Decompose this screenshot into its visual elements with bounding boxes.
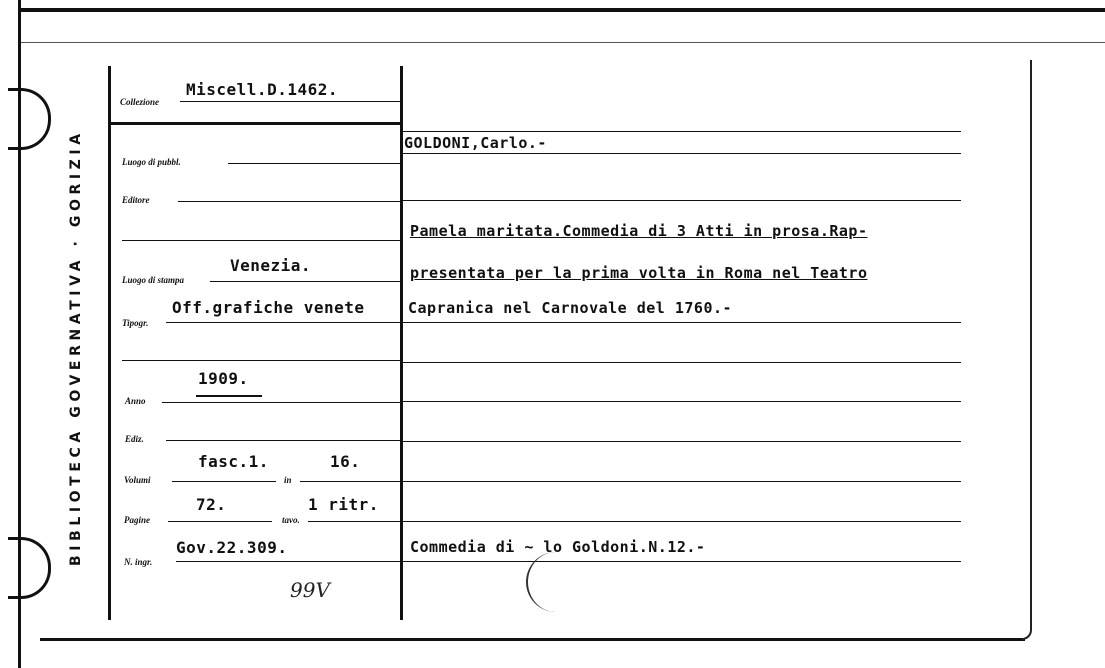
value-n-ingr: Gov.22.309. <box>176 538 288 557</box>
rule-header-divider <box>110 122 400 125</box>
punch-hole-bottom <box>8 537 51 599</box>
handwritten-shelf-note: 99V <box>290 578 330 602</box>
value-tipografo: Off.grafiche venete <box>172 298 365 317</box>
rule-editore <box>178 201 400 202</box>
label-volumi: Volumi <box>124 475 151 485</box>
rule-luogo-pubbl <box>228 163 400 164</box>
label-tipografo: Tipogr. <box>122 318 149 328</box>
rule-right-3 <box>403 322 961 323</box>
rule-edizione <box>166 440 400 441</box>
value-in-size: 16. <box>330 452 361 471</box>
card-top-border <box>20 8 1105 12</box>
rule-in <box>300 481 400 482</box>
rule-right-7 <box>403 481 961 482</box>
label-anno: Anno <box>125 396 146 406</box>
rule-author <box>403 153 961 154</box>
center-column-rule <box>400 66 403 620</box>
entry-title-line-3: Capranica nel Carnovale del 1760.- <box>408 299 733 317</box>
value-pagine: 72. <box>196 495 227 514</box>
entry-author: GOLDONI,Carlo.- <box>404 134 547 152</box>
rule-volumi <box>172 481 276 482</box>
label-editore: Editore <box>122 195 150 205</box>
library-stamp-text: BIBLIOTECA GOVERNATIVA · GORIZIA <box>68 129 84 566</box>
rule-blank-1 <box>122 240 400 241</box>
entry-series: Commedia di ~ lo Goldoni.N.12.- <box>410 538 706 556</box>
rule-luogo-stampa <box>210 281 400 282</box>
rule-collezione <box>180 101 400 102</box>
rule-right-2 <box>403 200 961 201</box>
entry-title-line-1: Pamela maritata.Commedia di 3 Atti in prosa.Rap- <box>410 222 868 240</box>
rule-tipografo <box>166 322 400 323</box>
label-pagine: Pagine <box>124 515 150 525</box>
value-anno: 1909. <box>198 369 249 388</box>
punch-hole-top <box>8 88 51 150</box>
rule-tavole <box>308 521 400 522</box>
left-column-rule <box>108 66 111 620</box>
rule-blank-2 <box>122 360 400 361</box>
rule-right-8 <box>403 521 961 522</box>
label-in: in <box>284 475 292 485</box>
rule-series <box>403 561 961 562</box>
underline-anno <box>196 395 262 397</box>
label-n-ingr: N. ingr. <box>124 557 153 567</box>
rule-right-6 <box>403 441 961 442</box>
label-edizione: Ediz. <box>125 434 144 444</box>
label-tavole: tavo. <box>282 515 300 525</box>
card-top-inner-border <box>20 42 1105 43</box>
label-luogo-stampa: Luogo di stampa <box>122 275 185 285</box>
value-volumi: fasc.1. <box>198 452 269 471</box>
card-right-edge <box>1022 60 1032 640</box>
label-luogo-pubbl: Luogo di pubbl. <box>122 157 181 167</box>
rule-anno <box>162 402 400 403</box>
entry-title-line-2: presentata per la prima volta in Roma nel Teatro <box>410 264 868 282</box>
value-tavole: 1 ritr. <box>308 495 379 514</box>
rule-pagine <box>168 521 272 522</box>
label-collezione: Collezione <box>120 97 160 107</box>
rule-n-ingr <box>176 561 400 562</box>
rule-right-5 <box>403 401 961 402</box>
value-collezione: Miscell.D.1462. <box>186 80 338 99</box>
rule-right-4 <box>403 362 961 363</box>
value-luogo-stampa: Venezia. <box>230 256 312 275</box>
rule-author-top <box>403 131 961 132</box>
card-bottom-border <box>40 638 1025 641</box>
